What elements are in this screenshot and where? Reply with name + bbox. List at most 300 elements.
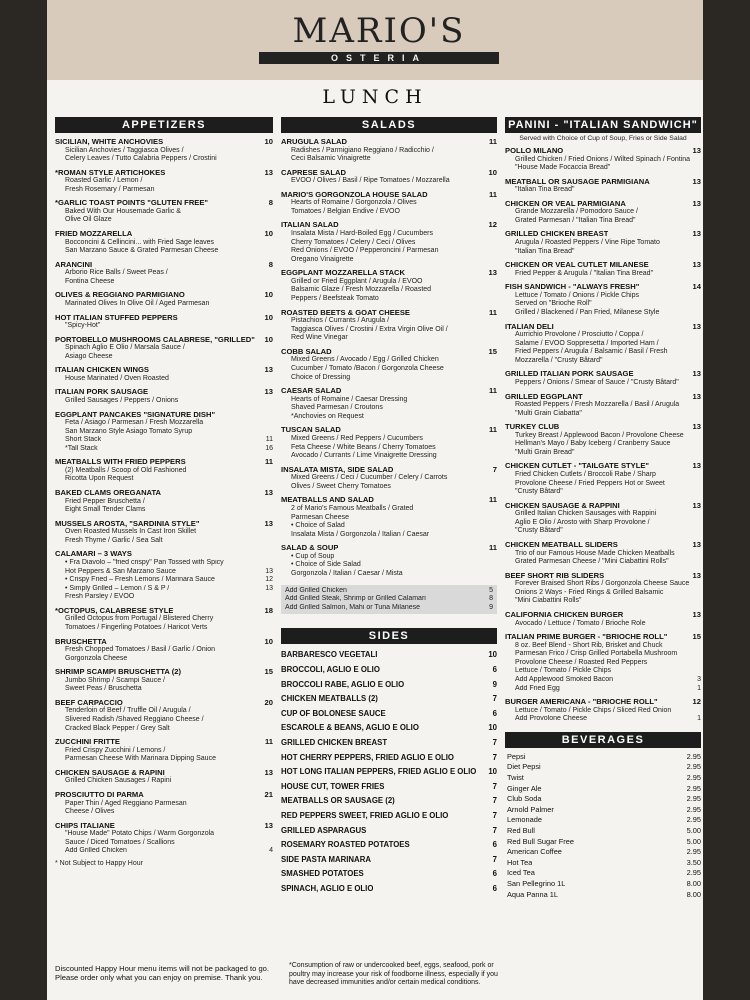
beverage-name: Aqua Panna 1L	[507, 889, 558, 899]
salad-item-description: EVOO / Olives / Basil / Ripe Tomatoes / Mozzarella	[291, 177, 450, 185]
beverage-name: Red Bull Sugar Free	[507, 836, 574, 846]
salad-item-name: ARUGULA SALAD	[281, 137, 347, 146]
beverage-item	[505, 773, 701, 784]
salad-item-row	[281, 168, 497, 178]
panini-item-price: 13	[692, 500, 701, 510]
appetizer-item-row	[55, 637, 273, 647]
beverage-price: 2.95	[686, 804, 701, 814]
salad-item-row	[281, 190, 497, 200]
beverage-name: Arnold Palmer	[507, 804, 554, 814]
beverage-item	[505, 826, 701, 837]
side-item-name: SPINACH, AGLIO E OLIO	[281, 883, 374, 893]
panini-item	[505, 632, 701, 693]
appetizer-option-label: • Fra Diavolo – "fried crispy" Pan Tossed with Spicy	[65, 558, 224, 566]
side-item	[281, 824, 497, 839]
panini-item-name: CALIFORNIA CHICKEN BURGER	[505, 610, 624, 619]
panini-item-description: Fried Chicken Cutlets / Broccoli Rabe / Sharp Provolone Cheese / Fried Peppers Hot or Sweet "Crusty Bâtard"	[515, 470, 665, 496]
panini-item-price: 15	[692, 632, 701, 642]
appetizer-option-price: 16	[265, 444, 273, 452]
side-item-price: 7	[492, 752, 497, 762]
appetizer-item-description: Grilled Octopus from Portugal / Blistered Cherry Tomatoes / Fingerling Potatoes / Haricot Verts	[65, 615, 214, 631]
appetizer-item-option	[55, 559, 273, 568]
panini-item-description: 8 oz. Beef Blend - Short Rib, Brisket and Chuck Parmesan Frico / Crisp Grilled Portabella Mushroom Provolone Cheese / Roasted Red Peppers Lettuce / Tomato / Pickle Chips	[515, 641, 678, 675]
panini-item-price: 14	[692, 282, 701, 292]
side-item	[281, 692, 497, 707]
appetizer-item-price: 11	[264, 457, 273, 467]
appetizer-item-description: Fresh Chopped Tomatoes / Basil / Garlic / Onion Gorgonzola Cheese	[65, 646, 216, 662]
appetizer-item-row	[55, 410, 273, 420]
appetizer-item-name: *GARLIC TOAST POINTS "GLUTEN FREE"	[55, 198, 209, 208]
appetizer-option-price: 11	[265, 436, 273, 444]
salad-item	[281, 425, 497, 460]
menu-title: LUNCH	[322, 86, 428, 108]
appetizer-item-price: 11	[264, 737, 273, 747]
panini-item-row	[505, 461, 701, 471]
beverage-price: 8.00	[686, 889, 701, 899]
salad-item-row	[281, 465, 497, 475]
beverage-name: Red Bull	[507, 826, 535, 835]
appetizer-item-name: CHICKEN SAUSAGE & RAPINI	[55, 767, 165, 777]
side-item-name: GRILLED CHICKEN BREAST	[281, 737, 388, 747]
appetizer-item-name: *ROMAN STYLE ARTICHOKES	[55, 167, 166, 177]
panini-item-row	[505, 146, 701, 156]
beverage-name: American Coffee	[507, 847, 562, 857]
panini-item	[505, 501, 701, 536]
panini-item-description: Aurrichio Provolone / Prosciutto / Coppa / Salame / EVOO Soppresetta / Imported Ham / Fried Peppers / Arugula / Balsamic / Basil / Fresh Mozzarella / "Crusty Bâtard"	[515, 331, 668, 364]
side-item-name: HOT LONG ITALIAN PEPPERS, FRIED AGLIO E OLIO	[281, 767, 477, 777]
salad-item-price: 15	[488, 346, 497, 356]
panini-item-row	[505, 260, 701, 270]
salad-item-name: EGGPLANT MOZZARELLA STACK	[281, 268, 406, 278]
salad-addon-price: 8	[489, 595, 493, 603]
side-item-name: BARBARESCO VEGETALI	[281, 650, 378, 660]
salad-item-price: 11	[488, 495, 497, 505]
beverage-price: 2.95	[686, 794, 701, 804]
beverage-price: 5.00	[686, 826, 701, 835]
panini-item-name: MEATBALL OR SAUSAGE PARMIGIANA	[505, 176, 650, 186]
beverage-price: 2.95	[686, 762, 701, 772]
appetizer-item-price: 8	[268, 198, 273, 208]
side-item	[281, 882, 497, 897]
appetizer-item-name: PROSCIUTTO DI PARMA	[55, 790, 144, 800]
side-item-price: 6	[492, 664, 497, 674]
panini-item	[505, 369, 701, 387]
beverage-name: Hot Tea	[507, 857, 533, 867]
panini-item-name: CHICKEN OR VEAL CUTLET MILANESE	[505, 260, 649, 270]
appetizer-item	[55, 313, 273, 331]
appetizer-item-row	[55, 519, 273, 529]
panini-item-name: ITALIAN PRIME BURGER - "BRIOCHE ROLL"	[505, 632, 668, 642]
appetizer-item-option	[55, 568, 273, 577]
beverage-price: 2.95	[686, 751, 701, 761]
panini-subtitle: Served with Choice of Cup of Soup, Fries or Side Salad	[519, 135, 687, 142]
side-item	[281, 853, 497, 868]
beverage-name: San Pellegrino 1L	[507, 878, 566, 888]
appetizer-item-name: OLIVES & REGGIANO PARMIGIANO	[55, 290, 185, 300]
side-item-price: 7	[492, 781, 497, 791]
salad-item-row	[281, 386, 497, 396]
side-item-price: 7	[492, 796, 497, 806]
salad-item	[281, 386, 497, 421]
appetizer-item-price: 13	[264, 820, 273, 830]
panini-item-description: Avocado / Lettuce / Tomato / Brioche Role	[515, 619, 646, 627]
panini-item-price: 13	[692, 570, 701, 580]
beverage-item	[505, 837, 701, 848]
side-item-name: HOUSE CUT, TOWER FRIES	[281, 781, 385, 791]
sides-list	[281, 648, 497, 896]
appetizer-item-row	[55, 168, 273, 178]
appetizer-item-row	[55, 457, 273, 467]
panini-item-price: 13	[692, 422, 701, 432]
appetizer-item-price: 10	[264, 312, 273, 322]
appetizer-item	[55, 365, 273, 383]
salad-item-row	[281, 268, 497, 278]
panini-item-row	[505, 571, 701, 581]
salad-item-name: SALAD & SOUP	[281, 543, 339, 553]
salad-item-price: 11	[488, 307, 497, 317]
appetizer-item-description: House Marinated / Oven Roasted	[65, 374, 169, 382]
appetizer-item	[55, 790, 273, 817]
side-item	[281, 721, 497, 736]
beverages-list	[505, 752, 701, 900]
beverages-header: BEVERAGES	[505, 732, 701, 748]
appetizer-item-row	[55, 335, 273, 345]
appetizer-item-row	[55, 260, 273, 270]
appetizer-item-name: CHIPS ITALIANE	[55, 820, 115, 830]
appetizer-item-description: "Spicy-Hot"	[65, 322, 101, 330]
salad-item-price: 11	[488, 425, 497, 435]
panini-item	[505, 540, 701, 567]
panini-item-row	[505, 697, 701, 707]
appetizer-item-option	[55, 593, 273, 602]
appetizer-item-name: SICILIAN, WHITE ANCHOVIES	[55, 137, 164, 146]
side-item	[281, 678, 497, 693]
beverage-item	[505, 815, 701, 826]
appetizer-item-description: Tenderloin of Beef / Truffle Oil / Arugula / Slivered Radish /Shaved Reggiano Cheese / Cracked Black Pepper / Grey Salt	[65, 707, 204, 732]
side-item-name: ESCAROLE & BEANS, AGLIO E OLIO	[281, 723, 419, 733]
salad-item-row	[281, 347, 497, 357]
beverage-name: Iced Tea	[507, 868, 535, 878]
beverage-item	[505, 762, 701, 773]
appetizer-item-name: ITALIAN PORK SAUSAGE	[55, 387, 149, 397]
side-item-name: GRILLED ASPARAGUS	[281, 825, 367, 835]
salad-item-name: MARIO'S GORGONZOLA HOUSE SALAD	[281, 189, 428, 199]
salad-item-price: 11	[488, 137, 497, 146]
salad-item-name: CAPRESE SALAD	[281, 167, 346, 177]
salad-item	[281, 347, 497, 382]
appetizer-item-row	[55, 198, 273, 208]
beverage-item	[505, 890, 701, 901]
appetizer-item-name: BAKED CLAMS OREGANATA	[55, 488, 162, 498]
appetizer-item	[55, 260, 273, 287]
panini-item-description: Fried Pepper & Arugula / "Italian Tina Bread"	[515, 269, 654, 277]
appetizer-item-option	[55, 445, 273, 454]
side-item	[281, 736, 497, 751]
panini-item-name: CHICKEN SAUSAGE & RAPPINI	[505, 500, 620, 510]
appetizer-item	[55, 387, 273, 405]
panini-item-description: Forever Braised Short Ribs / Gorgonzola Cheese Sauce Onions 2 Ways - Fried Rings & Grilled Balsamic "Mini Ciabattini Rolls"	[515, 580, 690, 605]
appetizer-option-price: 12	[265, 576, 273, 584]
side-item	[281, 751, 497, 766]
appetizer-item-price: 18	[264, 605, 273, 615]
side-item-price: 7	[492, 737, 497, 747]
appetizer-option-label: Short Stack	[65, 436, 102, 444]
appetizer-item-price: 13	[264, 387, 273, 397]
salad-item	[281, 308, 497, 343]
salad-item-price: 7	[492, 464, 497, 474]
side-item	[281, 707, 497, 722]
appetizer-item	[55, 290, 273, 308]
panini-option-label: Add Provolone Cheese	[515, 715, 587, 723]
appetizers-list	[55, 137, 273, 856]
salad-addon-price: 9	[489, 603, 493, 611]
panini-item	[505, 177, 701, 195]
panini-item-price: 13	[692, 321, 701, 331]
appetizer-item-row	[55, 821, 273, 831]
salad-item	[281, 168, 497, 186]
side-item-price: 7	[492, 854, 497, 864]
appetizer-item-name: *OCTOPUS, CALABRESE STYLE	[55, 605, 174, 615]
salad-item-price: 13	[488, 268, 497, 278]
panini-list	[505, 146, 701, 724]
salad-addon	[285, 595, 493, 604]
beverage-item	[505, 879, 701, 890]
side-item-name: SMASHED POTATOES	[281, 869, 364, 879]
appetizer-item-row	[55, 365, 273, 375]
salad-item	[281, 268, 497, 303]
panini-item-price: 13	[692, 461, 701, 471]
panini-item	[505, 571, 701, 606]
appetizer-item-description: (2) Meatballs / Scoop of Old Fashioned Ricotta Upon Request	[65, 466, 187, 483]
panini-item-row	[505, 199, 701, 209]
appetizer-item-description: Grilled Chicken Sausages / Rapini	[65, 777, 172, 785]
panini-item	[505, 282, 701, 317]
side-item-price: 10	[488, 723, 497, 733]
panini-item-name: BURGER AMERICANA - "BRIOCHE ROLL"	[505, 697, 658, 707]
appetizer-option-label: Add Grilled Chicken	[65, 847, 127, 855]
side-item-price: 6	[492, 883, 497, 893]
appetizer-item-row	[55, 698, 273, 708]
appetizer-item-row	[55, 488, 273, 498]
side-item	[281, 867, 497, 882]
appetizer-option-label: • Simply Grilled – Lemon / S & P /	[65, 584, 170, 592]
panini-item-price: 12	[692, 697, 701, 707]
appetizer-item-price: 15	[264, 667, 273, 677]
salad-item	[281, 190, 497, 217]
appetizer-item-description: Bocconcini & Cellincini... with Fried Sage leaves San Marzano Sauce & Grated Parmesan Cheese	[65, 238, 219, 255]
appetizer-item-name: HOT ITALIAN STUFFED PEPPERS	[55, 312, 178, 322]
happy-hour-footer: Discounted Happy Hour menu items will not be packaged to go. Please order only what you can enjoy on premise. Thank you.	[55, 964, 270, 983]
appetizer-item	[55, 606, 273, 633]
panini-item-row	[505, 282, 701, 292]
salad-item-description: Pistachios / Currants / Arugula / Taggiasca Olives / Crostini / Extra Virgin Olive Oil / Red Wine Vinegar	[291, 317, 448, 342]
appetizer-item-row	[55, 549, 273, 559]
appetizer-item-price: 10	[264, 137, 273, 146]
appetizer-item	[55, 137, 273, 164]
panini-item-option	[505, 676, 701, 685]
appetizers-column	[55, 115, 273, 867]
salad-item-name: MEATBALLS AND SALAD	[281, 495, 374, 505]
salad-addon	[285, 604, 493, 613]
appetizer-item-description: Roasted Garlic / Lemon / Fresh Rosemary / Parmesan	[65, 177, 155, 193]
panini-option-label: Add Applewood Smoked Bacon	[515, 675, 614, 683]
panini-header: PANINI - "ITALIAN SANDWICH"	[505, 117, 701, 133]
panini-item-description: Lettuce / Tomato / Onions / Pickle Chips Served on "Brioche Roll" Grilled / Blackened / Pan Fried, Milanese Style	[515, 291, 660, 316]
salad-item-name: TUSCAN SALAD	[281, 425, 341, 435]
appetizer-item-name: FRIED MOZZARELLA	[55, 229, 133, 239]
panini-item-description: Grilled Italian Chicken Sausages with Rappini Aglio E Olio / Arosto with Sharp Provolone / "Crusty Bâtard"	[515, 510, 657, 535]
beverage-item	[505, 858, 701, 869]
salads-sides-column	[281, 115, 497, 896]
panini-item-price: 13	[692, 176, 701, 186]
panini-item-description: "Italian Tina Bread"	[515, 186, 575, 194]
salads-header: SALADS	[281, 117, 497, 133]
salad-item-description: Mixed Greens / Avocado / Egg / Grilled Chicken Cucumber / Tomato /Bacon / Gorgonzola Cheese Choice of Dressing	[291, 356, 444, 381]
salad-item-description: Insalata Mista / Hard-Boiled Egg / Cucumbers Cherry Tomatoes / Celery / Ceci / Olives Red Onions / EVOO / Pepperoncini / Parmesan Oregano Vinaigrette	[291, 229, 439, 263]
appetizer-item-price: 10	[264, 334, 273, 344]
salad-item	[281, 137, 497, 164]
appetizer-item-name: ITALIAN CHICKEN WINGS	[55, 365, 149, 375]
appetizer-item-description: Baked With Our Housemade Garlic & Olive Oil Glaze	[65, 207, 181, 224]
panini-item-name: GRILLED EGGPLANT	[505, 391, 583, 401]
logo-name: MARIO'S	[292, 11, 466, 51]
appetizer-item-price: 13	[264, 488, 273, 498]
side-item	[281, 794, 497, 809]
side-item-name: RED PEPPERS SWEET, FRIED AGLIO E OLIO	[281, 810, 449, 820]
appetizer-item-row	[55, 313, 273, 323]
appetizer-item-description: "House Made" Potato Chips / Warm Gorgonzola Sauce / Diced Tomatoes / Scallions	[65, 830, 215, 846]
appetizer-item-price: 13	[264, 767, 273, 777]
appetizer-item	[55, 737, 273, 764]
salad-item-row	[281, 137, 497, 147]
panini-item-name: CHICKEN CUTLET - "TAILGATE STYLE"	[505, 461, 650, 471]
panini-item-description: Arugula / Roasted Peppers / Vine Ripe Tomato "Italian Tina Bread"	[515, 238, 660, 255]
panini-item-name: GRILLED ITALIAN PORK SAUSAGE	[505, 369, 634, 379]
panini-option-label: Add Fried Egg	[515, 684, 560, 692]
salad-item-price: 11	[488, 386, 497, 396]
salad-addon-label: Add Grilled Steak, Shrimp or Grilled Calamari	[285, 595, 426, 603]
appetizer-item-price: 10	[264, 636, 273, 646]
panini-item-row	[505, 369, 701, 379]
panini-item-description: Lettuce / Tomato / Pickle Chips / Sliced Red Onion	[515, 706, 672, 714]
panini-item	[505, 610, 701, 628]
salad-item	[281, 495, 497, 539]
side-item-price: 6	[492, 869, 497, 879]
appetizer-option-price: 4	[269, 847, 273, 855]
side-item-name: BROCCOLI, AGLIO E OLIO	[281, 664, 380, 674]
salad-item-price: 11	[488, 189, 497, 199]
panini-option-price: 3	[697, 675, 701, 683]
salad-item	[281, 220, 497, 264]
salad-addon-label: Add Grilled Salmon, Mahi or Tuna Milanese	[285, 603, 421, 611]
appetizer-item	[55, 198, 273, 225]
beverage-name: Lemonade	[507, 815, 542, 825]
panini-item-row	[505, 540, 701, 550]
panini-item-name: BEEF SHORT RIB SLIDERS	[505, 570, 605, 580]
panini-item-row	[505, 322, 701, 332]
side-item	[281, 663, 497, 678]
salad-item	[281, 543, 497, 578]
appetizer-item-price: 20	[264, 697, 273, 707]
panini-item	[505, 392, 701, 419]
panini-option-price: 1	[697, 715, 701, 723]
salads-list	[281, 137, 497, 579]
appetizer-item	[55, 519, 273, 546]
appetizer-item	[55, 168, 273, 195]
salad-item-row	[281, 220, 497, 230]
appetizer-item-name: BRUSCHETTA	[55, 636, 107, 646]
appetizer-item	[55, 698, 273, 733]
panini-item-name: GRILLED CHICKEN BREAST	[505, 229, 609, 239]
panini-item-price: 13	[692, 610, 701, 619]
panini-item-description: Roasted Peppers / Fresh Mozzarella / Basil / Arugula "Multi Grain Ciabatta"	[515, 401, 680, 417]
beverage-name: Ginger Ale	[507, 783, 542, 793]
beverage-name: Diet Pepsi	[507, 762, 541, 772]
appetizer-item-description: Fried Pepper Bruschetta / Eight Small Tender Clams	[65, 497, 146, 514]
panini-item	[505, 199, 701, 226]
panini-item-name: POLLO MILANO	[505, 146, 564, 155]
side-item-price: 10	[488, 650, 497, 660]
appetizer-item-price: 13	[264, 365, 273, 375]
side-item-price: 7	[492, 810, 497, 820]
appetizer-item-name: CALAMARI – 3 WAYS	[55, 549, 132, 559]
side-item-price: 6	[492, 708, 497, 718]
panini-option-price: 1	[697, 684, 701, 692]
salad-item-price: 12	[488, 220, 497, 230]
appetizer-item-description: Arborio Rice Balls / Sweet Peas / Fontina Cheese	[65, 269, 168, 285]
beverage-price: 2.95	[686, 815, 701, 825]
beverage-price: 2.95	[686, 773, 701, 783]
beverage-item	[505, 752, 701, 763]
appetizer-item-name: MUSSELS AROSTA, "SARDINIA STYLE"	[55, 518, 200, 528]
salad-addon-price: 5	[489, 586, 493, 594]
salad-item-description: Hearts of Romaine / Gorgonzola / Olives Tomatoes / Belgian Endive / EVOO	[291, 199, 417, 215]
appetizer-item-row	[55, 387, 273, 397]
appetizer-item-option	[55, 436, 273, 445]
appetizer-item-description: Marinated Olives In Olive Oil / Aged Parmesan	[65, 299, 210, 307]
salad-item-price: 10	[488, 167, 497, 177]
appetizer-item-row	[55, 229, 273, 239]
appetizer-item-row	[55, 290, 273, 300]
panini-item-name: TURKEY CLUB	[505, 422, 560, 432]
side-item	[281, 765, 497, 780]
panini-item	[505, 461, 701, 496]
panini-item-price: 13	[692, 391, 701, 401]
appetizer-option-label: Hot Peppers & San Marzano Sauce	[65, 567, 176, 575]
logo	[259, 12, 499, 66]
consumption-warning: *Consumption of raw or undercooked beef, eggs, seafood, pork or poultry may increase your risk of foodborne illness, especially if you have decreased immunities and/or certain medical conditions.	[289, 962, 498, 987]
side-item-name: MEATBALLS OR SAUSAGE (2)	[281, 796, 395, 806]
panini-item-row	[505, 177, 701, 187]
panini-item-row	[505, 632, 701, 642]
panini-item-row	[505, 610, 701, 620]
beverage-price: 2.95	[686, 847, 701, 857]
panini-item-name: CHICKEN MEATBALL SLIDERS	[505, 540, 618, 550]
appetizer-item-name: SHRIMP SCAMPI BRUSCHETTA (2)	[55, 667, 182, 677]
panini-item-description: Turkey Breast / Applewood Bacon / Provolone Cheese Hellman's Mayo / Baby Iceberg / Cranberry Sauce "Multi Grain Bread"	[515, 431, 684, 456]
panini-item-price: 13	[692, 369, 701, 379]
appetizer-item-description: Sicilian Anchovies / Taggiasca Olives / Celery Leaves / Tutto Calabria Peppers / Crostini	[65, 146, 217, 163]
appetizer-item-name: ZUCCHINI FRITTE	[55, 737, 120, 747]
panini-item	[505, 146, 701, 173]
salad-item-name: COBB SALAD	[281, 346, 332, 356]
salad-item-description: Mixed Greens / Red Peppers / Cucumbers Feta Cheese / White Beans / Cherry Tomatoes Avocado / Currants / Lime Vinaigrette Dressing	[291, 434, 437, 460]
appetizer-item-name: MEATBALLS WITH FRIED PEPPERS	[55, 457, 186, 467]
appetizer-item-name: EGGPLANT PANCAKES "SIGNATURE DISH"	[55, 409, 216, 419]
side-item	[281, 780, 497, 795]
panini-item-description: Grilled Chicken / Fried Onions / Wilted Spinach / Fontina "House Made Focaccia Bread"	[515, 155, 691, 172]
appetizer-option-label: *Tall Stack	[65, 444, 98, 452]
